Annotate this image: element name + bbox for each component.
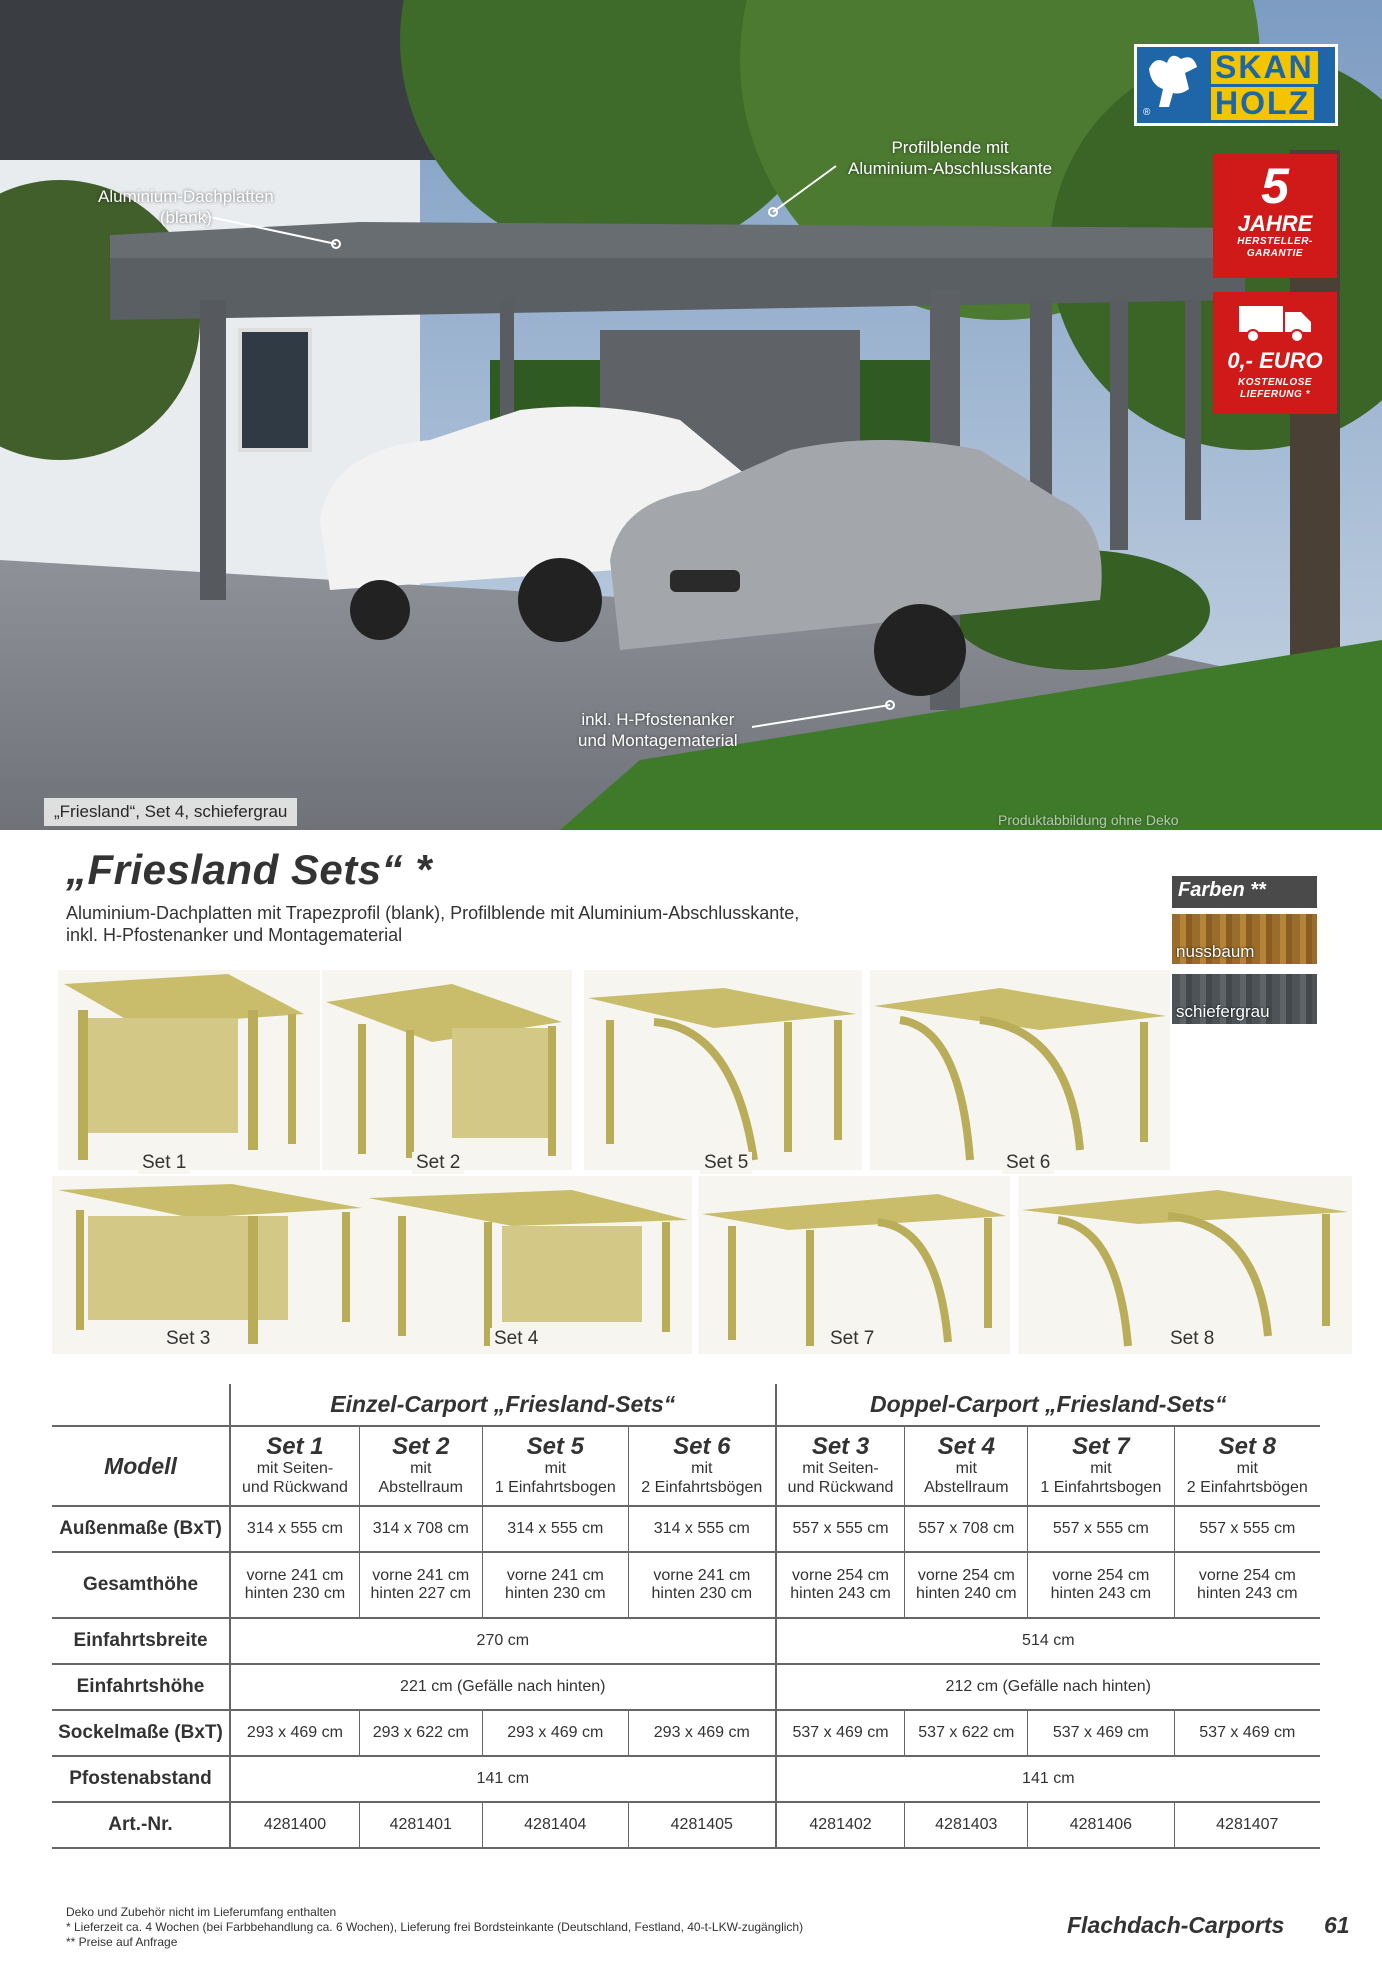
col-desc1: mit xyxy=(1236,1460,1258,1477)
col-name: Set 8 xyxy=(1218,1433,1276,1460)
height-front: vorne 241 cm xyxy=(653,1567,751,1584)
row-label: Pfostenabstand xyxy=(52,1756,230,1802)
col-set-8 xyxy=(1174,1426,1320,1506)
footnote-2: * Lieferzeit ca. 4 Wochen (bei Farbbehandlung ca. 6 Wochen), Lieferung frei Bordsteinkante (Deutschland, Festland, 40-t-LKW-zugänglich) xyxy=(66,1920,804,1934)
col-set-1 xyxy=(230,1426,359,1506)
table-cell: 270 cm xyxy=(230,1618,776,1664)
set-6-image xyxy=(870,970,1170,1170)
warranty-line2: GARANTIE xyxy=(1246,248,1304,259)
skan-holz-logo xyxy=(1134,44,1338,126)
col-name: Set 4 xyxy=(937,1433,995,1460)
image-note: Produktabbildung ohne Deko xyxy=(998,812,1179,828)
row-sockelmasse xyxy=(52,1710,1320,1756)
table-cell: 314 x 708 cm xyxy=(359,1506,482,1552)
col-desc2: und Rückwand xyxy=(787,1479,894,1496)
footnote-1: Deko und Zubehör nicht im Lieferumfang enthalten xyxy=(66,1905,337,1919)
row-label: Einfahrtsbreite xyxy=(52,1618,230,1664)
table-cell: 537 x 622 cm xyxy=(905,1710,1028,1756)
col-desc1: mit xyxy=(691,1460,713,1477)
group-single: Einzel-Carport „Friesland-Sets“ xyxy=(230,1384,776,1426)
set-5-label: Set 5 xyxy=(700,1152,752,1174)
row-label: Außenmaße (BxT) xyxy=(52,1506,230,1552)
col-desc2: 2 Einfahrtsbögen xyxy=(1186,1479,1308,1496)
table-header-row xyxy=(52,1426,1320,1506)
table-cell: 4281406 xyxy=(1028,1802,1174,1848)
swatch-schiefergrau[interactable] xyxy=(1172,974,1317,1024)
table-cell: 314 x 555 cm xyxy=(482,1506,628,1552)
height-back: hinten 243 cm xyxy=(1050,1585,1152,1602)
table-cell: 212 cm (Gefälle nach hinten) xyxy=(776,1664,1320,1710)
table-cell xyxy=(482,1552,628,1618)
set-1-image xyxy=(58,970,320,1170)
warranty-years: 5 xyxy=(1261,158,1289,214)
table-cell: 4281400 xyxy=(230,1802,359,1848)
set-3-label: Set 3 xyxy=(162,1328,214,1350)
table-cell: 4281405 xyxy=(629,1802,776,1848)
height-back: hinten 240 cm xyxy=(916,1585,1017,1602)
swatch-nussbaum[interactable] xyxy=(1172,914,1317,964)
table-cell xyxy=(230,1552,359,1618)
col-name: Set 7 xyxy=(1072,1433,1130,1460)
height-back: hinten 227 cm xyxy=(370,1585,471,1602)
table-cell: 141 cm xyxy=(230,1756,776,1802)
carport-set-2-drawing xyxy=(322,970,572,1170)
table-cell xyxy=(1028,1552,1174,1618)
set-6-label: Set 6 xyxy=(1002,1152,1054,1174)
row-gesamthoehe xyxy=(52,1552,1320,1618)
table-cell: 557 x 555 cm xyxy=(776,1506,905,1552)
height-front: vorne 241 cm xyxy=(246,1567,344,1584)
col-desc1: mit Seiten- xyxy=(802,1460,879,1477)
table-cell: 293 x 622 cm xyxy=(359,1710,482,1756)
callout-fascia-line1: Profilblende mit xyxy=(891,138,1009,157)
set-4-label: Set 4 xyxy=(490,1328,542,1350)
warranty-unit: JAHRE xyxy=(1237,211,1313,236)
swatch-nussbaum-label: nussbaum xyxy=(1176,942,1255,961)
warranty-line1: HERSTELLER- xyxy=(1237,236,1313,247)
height-front: vorne 241 cm xyxy=(506,1567,604,1584)
delivery-line1: KOSTENLOSE xyxy=(1238,377,1312,388)
group-double: Doppel-Carport „Friesland-Sets“ xyxy=(776,1384,1320,1426)
callout-roof-line2: (blank) xyxy=(159,208,212,227)
height-front: vorne 254 cm xyxy=(792,1567,889,1584)
height-front: vorne 254 cm xyxy=(917,1567,1015,1584)
col-name: Set 1 xyxy=(266,1433,324,1460)
table-cell: 4281403 xyxy=(905,1802,1028,1848)
col-desc2: Abstellraum xyxy=(378,1479,463,1496)
row-label: Sockelmaße (BxT) xyxy=(52,1710,230,1756)
set-7-label: Set 7 xyxy=(826,1328,878,1350)
model-label: Modell xyxy=(52,1426,230,1506)
callout-roof-line1: Aluminium-Dachplatten xyxy=(98,187,274,206)
carport-set-1-drawing xyxy=(58,970,320,1170)
table-cell: 293 x 469 cm xyxy=(629,1710,776,1756)
set-2-image xyxy=(322,970,572,1170)
logo-registered: ® xyxy=(1143,107,1151,118)
col-desc1: mit xyxy=(544,1460,566,1477)
row-einfahrtshoehe xyxy=(52,1664,1320,1710)
table-cell xyxy=(1174,1552,1320,1618)
col-name: Set 5 xyxy=(526,1433,584,1460)
height-front: vorne 254 cm xyxy=(1052,1567,1150,1584)
set-8-label: Set 8 xyxy=(1166,1328,1218,1350)
callout-fascia xyxy=(848,137,1052,179)
col-desc1: mit xyxy=(1090,1460,1112,1477)
callout-roof xyxy=(98,186,274,228)
hero-caption: „Friesland“, Set 4, schiefergrau xyxy=(44,798,297,826)
product-subtitle-line1: Aluminium-Dachplatten mit Trapezprofil (blank), Profilblende mit Aluminium-Abschlusskante, xyxy=(66,903,800,923)
page-number: 61 xyxy=(1324,1912,1350,1938)
col-set-3 xyxy=(776,1426,905,1506)
col-desc1: mit xyxy=(410,1460,432,1477)
table-corner xyxy=(52,1384,230,1426)
row-artnr xyxy=(52,1802,1320,1848)
footnotes xyxy=(66,1905,803,1950)
product-subtitle xyxy=(66,902,966,946)
row-pfostenabstand xyxy=(52,1756,1320,1802)
table-cell xyxy=(905,1552,1028,1618)
moose-icon xyxy=(1141,49,1205,125)
col-desc2: 2 Einfahrtsbögen xyxy=(641,1479,763,1496)
callout-fascia-line2: Aluminium-Abschlusskante xyxy=(848,159,1053,178)
carport-set-6-drawing xyxy=(870,970,1170,1170)
table-group-row xyxy=(52,1384,1320,1426)
col-desc2: Abstellraum xyxy=(924,1479,1009,1496)
set-5-image xyxy=(584,970,862,1170)
table-cell xyxy=(359,1552,482,1618)
table-cell: 537 x 469 cm xyxy=(776,1710,905,1756)
callout-anchor-line2: und Montagematerial xyxy=(578,731,738,750)
table-cell: 314 x 555 cm xyxy=(629,1506,776,1552)
table-cell xyxy=(629,1552,776,1618)
col-desc2: 1 Einfahrtsbogen xyxy=(494,1479,616,1496)
table-cell: 4281404 xyxy=(482,1802,628,1848)
table-cell: 221 cm (Gefälle nach hinten) xyxy=(230,1664,776,1710)
swatch-schiefergrau-label: schiefergrau xyxy=(1176,1002,1270,1021)
table-cell: 4281401 xyxy=(359,1802,482,1848)
carport-set-5-drawing xyxy=(584,970,862,1170)
row-label: Art.-Nr. xyxy=(52,1802,230,1848)
col-name: Set 3 xyxy=(811,1433,870,1460)
table-cell: 557 x 708 cm xyxy=(905,1506,1028,1552)
col-desc2: 1 Einfahrtsbogen xyxy=(1040,1479,1162,1496)
delivery-price: 0,- EURO xyxy=(1227,348,1323,373)
product-subtitle-line2: inkl. H-Pfostenanker und Montagematerial xyxy=(66,925,403,945)
table-cell: 557 x 555 cm xyxy=(1028,1506,1174,1552)
row-einfahrtsbreite xyxy=(52,1618,1320,1664)
height-back: hinten 243 cm xyxy=(790,1585,891,1602)
col-desc1: mit xyxy=(955,1460,977,1477)
col-name: Set 2 xyxy=(392,1433,450,1460)
height-front: vorne 254 cm xyxy=(1198,1567,1296,1584)
table-cell: 4281402 xyxy=(776,1802,905,1848)
col-set-6 xyxy=(629,1426,776,1506)
callout-anchor xyxy=(578,709,738,751)
height-back: hinten 230 cm xyxy=(651,1585,753,1602)
col-set-7 xyxy=(1028,1426,1174,1506)
set-1-label: Set 1 xyxy=(138,1152,190,1174)
table-cell: 557 x 555 cm xyxy=(1174,1506,1320,1552)
table-cell: 293 x 469 cm xyxy=(482,1710,628,1756)
color-options xyxy=(1172,876,1317,1024)
row-label: Einfahrtshöhe xyxy=(52,1664,230,1710)
spec-table xyxy=(52,1384,1320,1849)
row-label: Gesamthöhe xyxy=(52,1552,230,1618)
callout-anchor-line1: inkl. H-Pfostenanker xyxy=(581,710,735,729)
height-back: hinten 230 cm xyxy=(244,1585,346,1602)
height-back: hinten 230 cm xyxy=(505,1585,606,1602)
footnote-3: ** Preise auf Anfrage xyxy=(66,1935,178,1949)
table-cell: 4281407 xyxy=(1174,1802,1320,1848)
col-name: Set 6 xyxy=(673,1433,731,1460)
truck-icon xyxy=(1235,300,1315,344)
table-cell: 293 x 469 cm xyxy=(230,1710,359,1756)
logo-line1: SKAN xyxy=(1211,51,1318,84)
warranty-badge xyxy=(1213,154,1337,278)
height-back: hinten 243 cm xyxy=(1197,1585,1298,1602)
col-set-4 xyxy=(905,1426,1028,1506)
col-set-5 xyxy=(482,1426,628,1506)
colors-heading: Farben ** xyxy=(1172,876,1317,908)
col-set-2 xyxy=(359,1426,482,1506)
table-cell xyxy=(776,1552,905,1618)
table-cell: 537 x 469 cm xyxy=(1028,1710,1174,1756)
delivery-line2: LIEFERUNG * xyxy=(1240,389,1310,400)
logo-line2: HOLZ xyxy=(1211,87,1314,120)
col-desc2: und Rückwand xyxy=(242,1479,348,1496)
table-cell: 314 x 555 cm xyxy=(230,1506,359,1552)
row-aussenmasse xyxy=(52,1506,1320,1552)
delivery-badge xyxy=(1213,292,1337,414)
table-cell: 514 cm xyxy=(776,1618,1320,1664)
section-title: Flachdach-Carports xyxy=(1067,1912,1285,1938)
product-title: „Friesland Sets“ * xyxy=(66,846,433,893)
set-2-label: Set 2 xyxy=(412,1152,464,1174)
table-cell: 141 cm xyxy=(776,1756,1320,1802)
table-cell: 537 x 469 cm xyxy=(1174,1710,1320,1756)
height-front: vorne 241 cm xyxy=(372,1567,470,1584)
col-desc1: mit Seiten- xyxy=(256,1460,334,1477)
